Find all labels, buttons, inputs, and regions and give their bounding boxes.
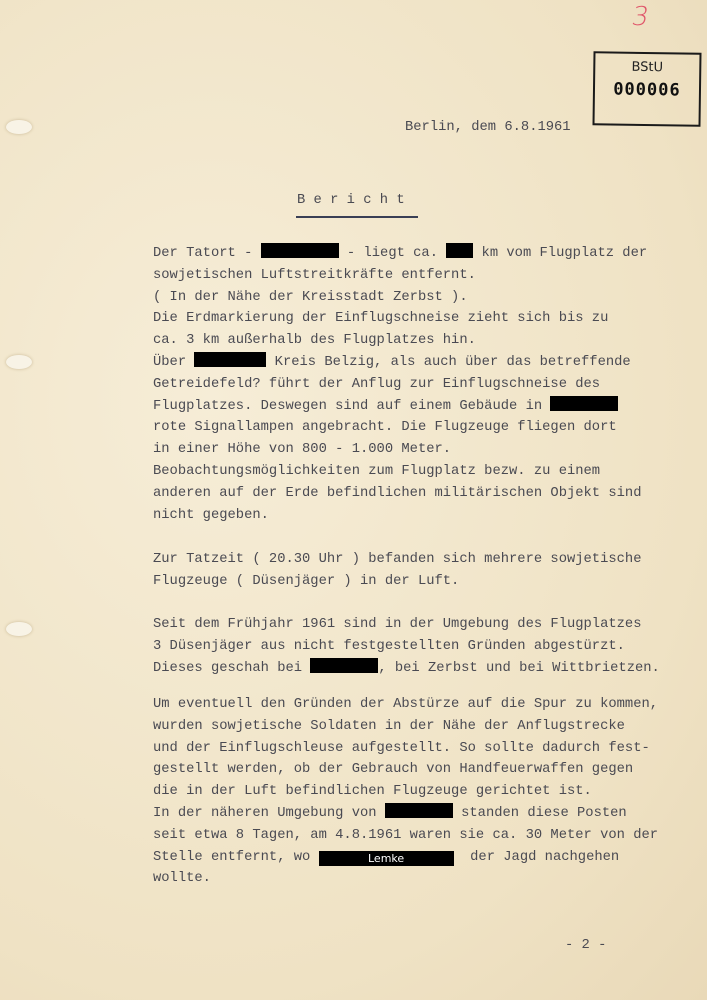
text: standen diese Posten [452, 805, 627, 821]
text-line: wollte. [153, 871, 211, 887]
text: Dieses geschah bei [153, 660, 311, 676]
text-line [153, 243, 647, 265]
text: Über [153, 354, 195, 370]
text-line: Die Erdmarkierung der Einflugschneise zieht sich bis zu [153, 311, 609, 327]
text-line: ca. 3 km außerhalb des Flugplatzes hin. [153, 333, 476, 349]
text-line: Getreidefeld? führt der Anflug zur Einflugschneise des [153, 376, 601, 392]
text-line [153, 803, 658, 825]
text-line: Flugzeuge ( Düsenjäger ) in der Luft. [153, 573, 460, 589]
text: Der Tatort - [153, 246, 261, 261]
text-line: Zur Tatzeit ( 20.30 Uhr ) befanden sich mehrere sowjetische [153, 552, 642, 567]
text-line: 3 Düsenjäger aus nicht festgestellten Gründen abgestürzt. [153, 638, 625, 654]
paragraph-1 [153, 243, 647, 526]
text-line: seit etwa 8 Tagen, am 4.8.1961 waren sie ca. 30 Meter von der [153, 827, 659, 843]
text-line: rote Signallampen angebracht. Die Flugzeuge fliegen dort [153, 420, 617, 436]
text-line [153, 396, 647, 418]
text-line [153, 352, 647, 374]
redaction-box [550, 396, 618, 411]
text: - liegt ca. [338, 246, 447, 261]
paragraph-2 [153, 549, 642, 593]
text: km vom Flugplatz der [473, 246, 648, 261]
page-number: - 2 - [565, 938, 607, 953]
text: In der näheren Umgebung von [153, 805, 385, 821]
date-line: Berlin, dem 6.8.1961 [405, 120, 571, 135]
text-line: nicht gegeben. [153, 507, 269, 523]
text-line: anderen auf der Erde befindlichen militärischen Objekt sind [153, 485, 642, 501]
text-line: Beobachtungsmöglichkeiten zum Flugplatz bezw. zu einem [153, 463, 601, 479]
redaction-box [194, 352, 266, 367]
text: Kreis Belzig, als auch über das betreffende [266, 354, 631, 370]
punch-hole [6, 355, 32, 369]
redaction-box [261, 243, 339, 258]
text: Flugplatzes. Deswegen sind auf einem Gebäude in [153, 398, 551, 414]
stamp-label: BStU [631, 59, 664, 76]
document-title: B e r i c h t [297, 193, 405, 208]
text-line: Um eventuell den Gründen der Abstürze auf die Spur zu kommen, [153, 697, 659, 712]
text-line: und der Einflugschleuse aufgestellt. So sollte dadurch fest- [153, 740, 650, 756]
redaction-box-labeled: Lemke [319, 851, 454, 866]
text-line: ( In der Nähe der Kreisstadt Zerbst ). [153, 289, 468, 305]
punch-hole [6, 120, 32, 134]
text-line: Seit dem Frühjahr 1961 sind in der Umgebung des Flugplatzes [153, 617, 642, 632]
punch-hole [6, 622, 32, 636]
text-line: in einer Höhe von 800 - 1.000 Meter. [153, 442, 452, 458]
page-mark: 3 [629, 2, 652, 32]
archive-stamp [592, 51, 701, 127]
paragraph-4 [153, 694, 658, 890]
redaction-box [310, 658, 378, 673]
text: , bei Zerbst und bei Wittbrietzen. [378, 660, 660, 676]
text-line: sowjetischen Luftstreitkräfte entfernt. [153, 267, 476, 283]
paragraph-3 [153, 614, 660, 679]
text: Stelle entfernt, wo [153, 849, 319, 865]
title-underline [296, 216, 418, 218]
text-line: wurden sowjetische Soldaten in der Nähe der Anflugstrecke [153, 718, 625, 734]
stamp-number: 000006 [613, 79, 681, 101]
text-line: die in der Luft befindlichen Flugzeuge gerichtet ist. [153, 784, 592, 800]
redaction-box [385, 803, 453, 818]
text-line [153, 847, 658, 869]
redaction-box [446, 243, 473, 258]
text-line [153, 658, 660, 680]
text: der Jagd nachgehen [453, 849, 620, 865]
text-line: gestellt werden, ob der Gebrauch von Handfeuerwaffen gegen [153, 762, 634, 778]
